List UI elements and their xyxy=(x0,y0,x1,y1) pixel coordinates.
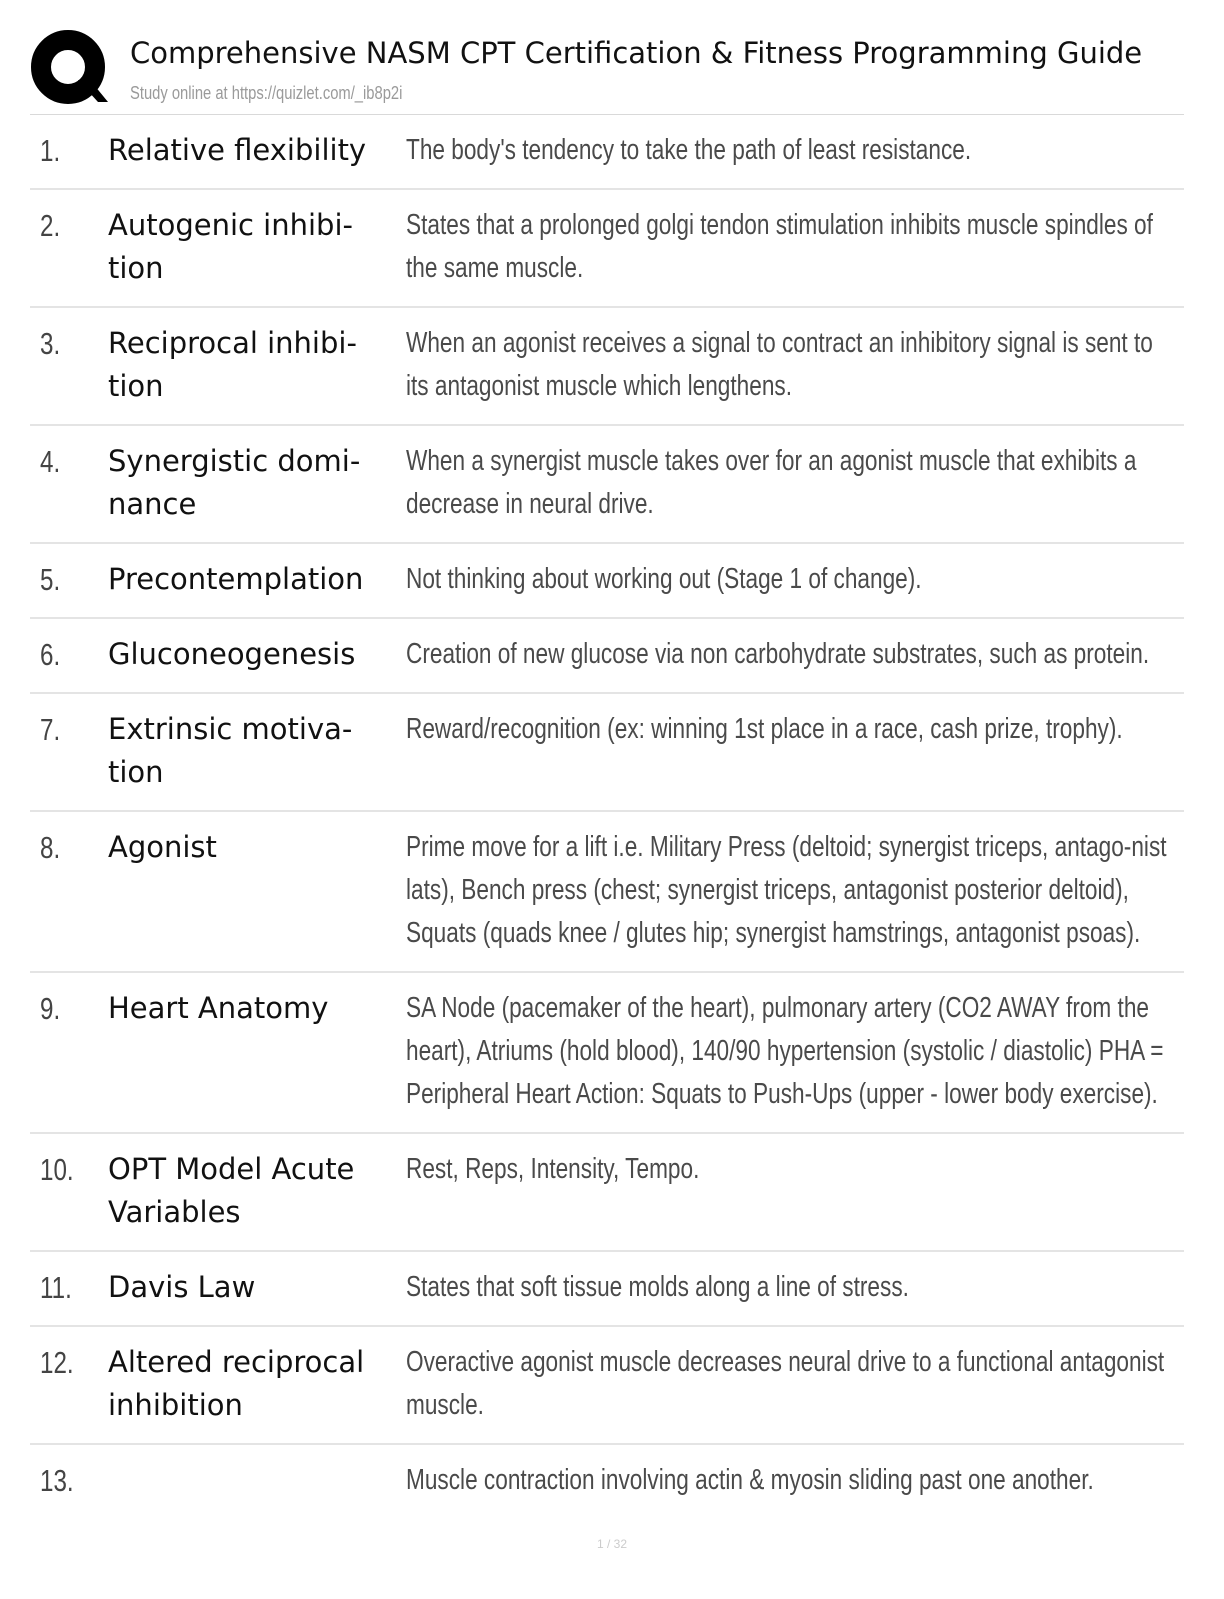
page-title: Comprehensive NASM CPT Certification & Fitness Programming Guide xyxy=(130,36,1143,70)
card-term: Davis Law xyxy=(108,1270,256,1304)
card-definition: States that a prolonged golgi tendon stimulation inhibits muscle spindles of the same muscle. xyxy=(406,209,1153,284)
card-term: Autogenic inhibi- tion xyxy=(108,208,353,285)
card-definition: SA Node (pacemaker of the heart), pulmonary artery (CO2 AWAY from the heart), Atriums (hold blood), 140/90 hypertension (systolic / diastolic) PHA = Peripheral Heart Action: Squats to Push-Ups (upper - lower body exercise). xyxy=(406,992,1164,1110)
quizlet-logo-icon xyxy=(30,30,110,110)
card-definition: Reward/recognition (ex: winning 1st place in a race, cash prize, trophy). xyxy=(406,713,1123,745)
flashcard-row xyxy=(30,1327,1184,1445)
card-term: Agonist xyxy=(108,830,217,864)
flashcard-row xyxy=(30,1252,1184,1327)
card-number: 10. xyxy=(40,1152,74,1187)
flashcard-row xyxy=(30,544,1184,619)
flashcard-row xyxy=(30,1134,1184,1252)
card-number: 2. xyxy=(40,208,61,243)
card-number: 8. xyxy=(40,830,61,865)
card-number: 1. xyxy=(40,133,61,168)
flashcard-row xyxy=(30,308,1184,426)
card-term: Gluconeogenesis xyxy=(108,637,356,671)
card-number: 13. xyxy=(40,1463,74,1498)
flashcard-row xyxy=(30,694,1184,812)
flashcard-row xyxy=(30,812,1184,973)
card-number: 5. xyxy=(40,562,61,597)
card-term: Altered reciprocal inhibition xyxy=(108,1345,365,1422)
card-definition: The body's tendency to take the path of least resistance. xyxy=(406,134,972,166)
card-definition: States that soft tissue molds along a line of stress. xyxy=(406,1271,909,1303)
card-definition: Muscle contraction involving actin & myosin sliding past one another. xyxy=(406,1464,1094,1496)
card-term: Relative flexibility xyxy=(108,133,367,167)
card-definition: Rest, Reps, Intensity, Tempo. xyxy=(406,1153,700,1185)
card-term: Precontemplation xyxy=(108,562,364,596)
card-number: 4. xyxy=(40,444,61,479)
card-definition: Creation of new glucose via non carbohydrate substrates, such as protein. xyxy=(406,638,1150,670)
flashcard-row xyxy=(30,1445,1184,1525)
card-term: Heart Anatomy xyxy=(108,991,329,1025)
flashcard-row xyxy=(30,190,1184,308)
card-term: Reciprocal inhibi- tion xyxy=(108,326,357,403)
card-definition: When an agonist receives a signal to contract an inhibitory signal is sent to its antagonist muscle which lengthens. xyxy=(406,327,1153,402)
card-term: Synergistic domi- nance xyxy=(108,444,361,521)
flashcard-row xyxy=(30,973,1184,1134)
card-number: 11. xyxy=(40,1270,72,1305)
card-number: 12. xyxy=(40,1345,74,1380)
card-definition: Overactive agonist muscle decreases neural drive to a functional antagonist muscle. xyxy=(406,1346,1165,1421)
card-definition: When a synergist muscle takes over for an agonist muscle that exhibits a decrease in neural drive. xyxy=(406,445,1137,520)
card-number: 9. xyxy=(40,991,61,1026)
page-header xyxy=(30,28,1184,114)
card-term: Extrinsic motiva- tion xyxy=(108,712,353,789)
card-number: 7. xyxy=(40,712,61,747)
flashcard-list xyxy=(30,115,1184,1525)
card-definition: Prime move for a lift i.e. Military Press (deltoid; synergist triceps, antago-nist lats), Bench press (chest; synergist triceps, antagonist posterior deltoid), Squats (quads knee / glutes hip; synergist hamstrings, antagonist psoas). xyxy=(406,831,1167,949)
page-number: 1 / 32 xyxy=(596,1537,628,1551)
card-definition: Not thinking about working out (Stage 1 of change). xyxy=(406,563,922,595)
card-number: 3. xyxy=(40,326,61,361)
flashcard-row xyxy=(30,426,1184,544)
flashcard-row xyxy=(30,619,1184,694)
flashcard-row xyxy=(30,115,1184,190)
study-online-link[interactable]: Study online at https://quizlet.com/_ib8p2i xyxy=(130,83,403,103)
card-term: OPT Model Acute Variables xyxy=(108,1152,355,1229)
card-number: 6. xyxy=(40,637,61,672)
